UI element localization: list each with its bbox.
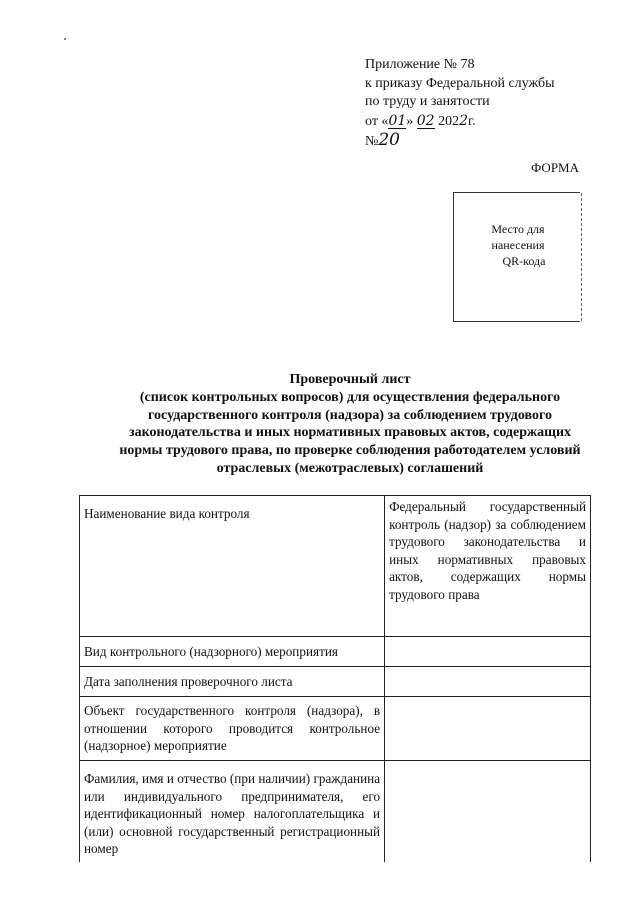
date-year-prefix: 202 (434, 113, 460, 129)
title-line: Проверочный лист (289, 372, 411, 387)
row-label: Вид контрольного (надзорного) мероприятия (80, 637, 385, 667)
appendix-line: к приказу Федеральной службы (365, 75, 555, 91)
appendix-header (365, 56, 554, 152)
date-month: 02 (416, 112, 435, 129)
row-label: Объект государственного контроля (надзора), в отношении которого проводится контрольное (надзорное) мероприятие (80, 697, 385, 761)
row-label: Фамилия, имя и отчество (при наличии) гражданина или индивидуального предпринимателя, его идентификационный номер налогоплательщика и (или) основной государственный регистрационный номер (80, 761, 385, 862)
row-label: Наименование вида контроля (80, 496, 385, 637)
row-value (385, 667, 591, 697)
title-line: законодательства и иных нормативных правовых актов, содержащих (128, 425, 572, 441)
qr-line: нанесения (491, 238, 545, 252)
appendix-line: по труду и занятости (365, 94, 490, 109)
appendix-date (365, 112, 554, 132)
date-mid: » (406, 113, 417, 129)
scan-speck (64, 38, 66, 40)
order-number: 20 (378, 130, 400, 150)
date-year-suffix: 2 (459, 112, 469, 129)
appendix-line: Приложение № 78 (365, 57, 475, 72)
document-title (60, 371, 640, 478)
row-value (385, 761, 591, 862)
row-value: Федеральный государственный контроль (надзор) за соблюдением трудового законодательства и иных нормативных правовых актов, содержащих нормы трудового права (385, 496, 591, 637)
form-label: ФОРМА (531, 160, 579, 175)
qr-code-placeholder-text (486, 221, 550, 269)
qr-line: QR-кода (502, 254, 546, 268)
appendix-number (365, 131, 554, 152)
table-row (80, 697, 591, 761)
date-prefix: от « (365, 113, 389, 129)
title-line: (список контрольных вопросов) для осуществления федерального (139, 389, 561, 405)
table-row (80, 496, 591, 637)
number-prefix: № (365, 134, 379, 149)
row-value (385, 637, 591, 667)
title-line: нормы трудового права, по проверке соблюдения работодателем условий (119, 443, 581, 459)
table-row (80, 637, 591, 667)
row-value (385, 697, 591, 761)
title-line: отраслевых (межотраслевых) соглашений (216, 460, 484, 476)
checklist-info-table (79, 495, 591, 862)
table-row (80, 667, 591, 697)
qr-line: Место для (491, 222, 545, 236)
title-line: государственного контроля (надзора) за соблюдением трудового (148, 407, 552, 423)
table-row (80, 761, 591, 862)
date-day: 01 (388, 112, 407, 129)
row-label: Дата заполнения проверочного листа (80, 667, 385, 697)
date-end: г. (468, 113, 476, 129)
